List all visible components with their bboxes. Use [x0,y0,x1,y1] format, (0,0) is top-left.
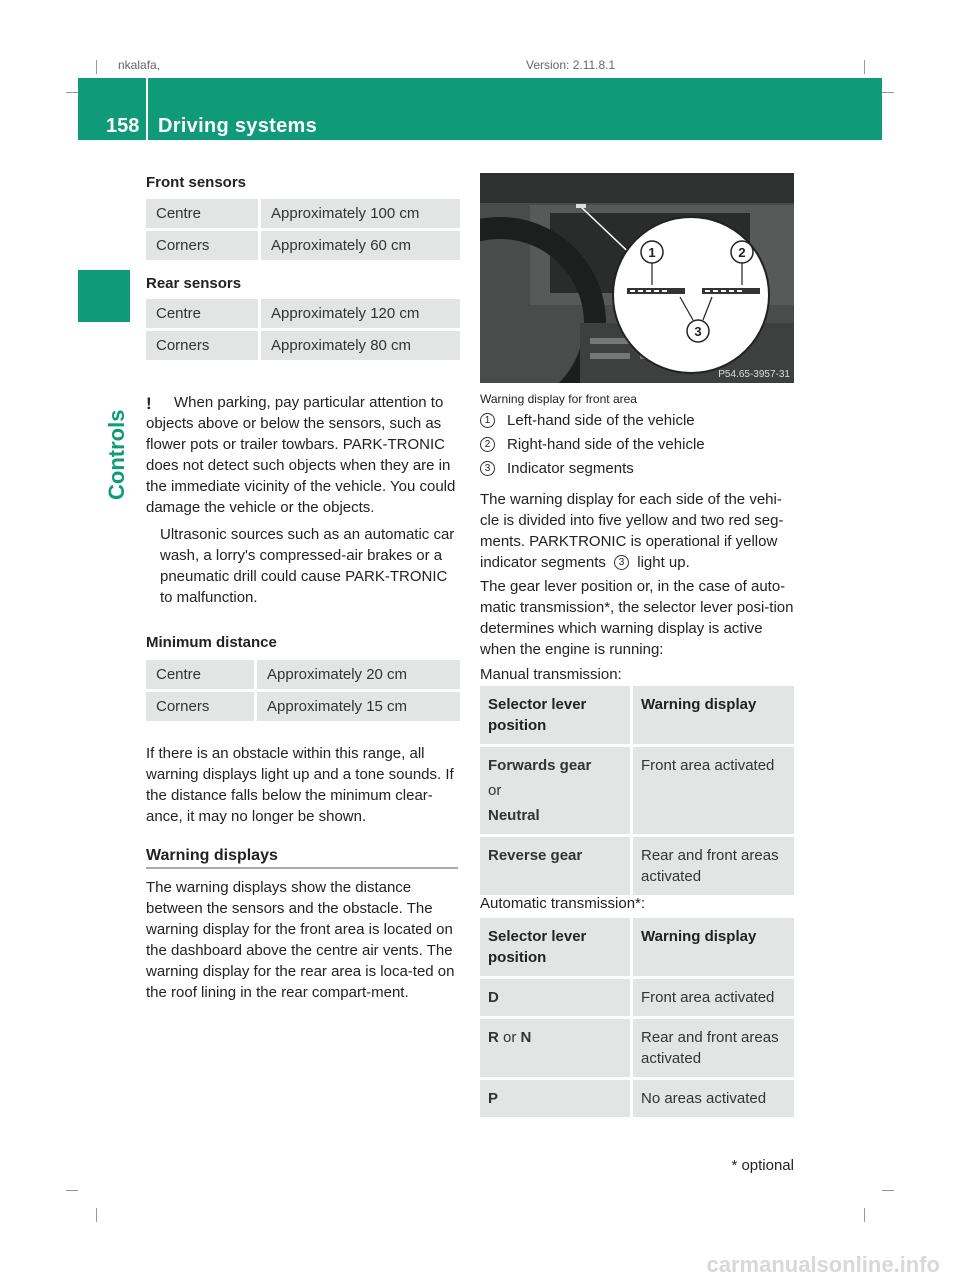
figure-code: P54.65-3957-31 [718,369,790,380]
position-cell: Corners [146,692,257,721]
distance-cell: Approximately 60 cm [261,231,460,260]
selector-cell [480,747,633,834]
callout-1: 1 [648,245,656,260]
warning-cell: Rear and front areas activated [633,1019,794,1077]
segments-end: light up. [637,554,690,571]
warning-paragraph-1: When parking, pay particular attention to objects above or below the sensors, such as flower pots or trailer towbars. PARK-TRONIC does not detect such objects when they are in the immediate vicinity of the vehicle. You could damage the vehicle or the objects. [146,394,456,516]
table-row [480,747,794,834]
figure-caption: Warning display for front area [480,392,637,406]
segments-ref-number: 3 [614,555,629,570]
automatic-label: Automatic transmission*: [480,895,646,912]
position-cell: Corners [146,231,261,260]
table-row [480,1019,794,1077]
legend-number: 3 [480,461,495,476]
crop-mark [864,60,865,74]
warning-cell: Front area activated [633,747,794,834]
table-row [480,1080,794,1117]
table-row [146,331,460,360]
table-row [146,692,460,721]
table-row [146,199,460,228]
warning-cell: No areas activated [633,1080,794,1117]
rear-sensors-title: Rear sensors [146,275,242,292]
distance-cell: Approximately 15 cm [257,692,460,721]
selector-forwards: Forwards gear [488,757,592,774]
header-selector: Selector lever position [480,686,633,744]
dashboard-photo [480,173,794,383]
legend-number: 1 [480,413,495,428]
selector-r: R [488,1029,499,1046]
optional-note: * optional [731,1157,794,1174]
warning-cell: Front area activated [633,979,794,1016]
version-meta: Version: 2.11.8.1 [526,58,616,72]
position-cell: Centre [146,199,261,228]
watermark: carmanualsonline.info [706,1252,940,1277]
crop-mark [864,1208,865,1222]
crop-mark [882,1190,894,1191]
selector-cell: D [480,979,633,1016]
minimum-distance-table [146,657,460,724]
selector-neutral: Neutral [488,807,540,824]
table-row [146,660,460,689]
segments-paragraph [480,489,796,573]
rear-sensors-table [146,296,460,363]
minimum-distance-title: Minimum distance [146,634,277,651]
segments-text: The warning display for each side of the vehi-cle is divided into five yellow and two red seg-ments. PARKTRONIC is operational if yellow indicator segments [480,491,784,571]
legend-item [480,412,695,429]
warning-icon: ! [146,394,152,413]
legend-text: Indicator segments [507,460,634,477]
section-title: Driving systems [158,115,318,137]
distance-cell: Approximately 80 cm [261,331,460,360]
legend-item [480,436,705,453]
distance-cell: Approximately 20 cm [257,660,460,689]
callout-2: 2 [738,245,746,260]
warning-cell: Rear and front areas activated [633,837,794,895]
warning-displays-title: Warning displays [146,847,278,864]
selector-cell: P [480,1080,633,1117]
legend-number: 2 [480,437,495,452]
distance-cell: Approximately 120 cm [261,299,460,328]
side-tab-label: Controls [104,409,129,500]
dashboard-illustration [480,173,794,383]
selector-cell [480,1019,633,1077]
selector-or: or [503,1029,517,1046]
crop-mark [882,92,894,93]
position-cell: Centre [146,299,261,328]
manual-transmission-table [480,683,794,898]
selector-n: N [520,1029,532,1046]
table-row [480,979,794,1016]
manual-label: Manual transmission: [480,666,622,683]
header-warning: Warning display [633,918,794,976]
legend-text: Right-hand side of the vehicle [507,436,705,453]
page-number: 158 [106,115,140,137]
warning-paragraph-2: Ultrasonic sources such as an automatic car wash, a lorry's compressed-air brakes or a pneumatic drill could cause PARK-TRONIC to malfunction. [160,526,455,606]
header-divider [146,78,148,140]
selector-or: or [488,782,502,799]
front-sensors-title: Front sensors [146,174,247,191]
legend-text: Left-hand side of the vehicle [507,412,695,429]
table-header-row [480,918,794,976]
warning-note [146,392,462,614]
front-sensors-table [146,196,460,263]
author-meta: nkalafa, [118,58,161,72]
table-row [146,231,460,260]
selector-cell: Reverse gear [480,837,633,895]
position-cell: Centre [146,660,257,689]
automatic-transmission-table [480,915,794,1120]
distance-cell: Approximately 100 cm [261,199,460,228]
header-selector: Selector lever position [480,918,633,976]
callout-3: 3 [694,324,702,339]
crop-mark [96,60,97,74]
crop-mark [66,92,78,93]
gear-paragraph: The gear lever position or, in the case of auto-matic transmission*, the selector lever posi-tion determines which warning display is active when the engine is running: [480,578,794,658]
legend-item [480,460,634,477]
crop-mark [96,1208,97,1222]
table-row [480,837,794,895]
section-rule [146,867,458,869]
table-row [146,299,460,328]
header-warning: Warning display [633,686,794,744]
table-header-row [480,686,794,744]
crop-mark [66,1190,78,1191]
position-cell: Corners [146,331,261,360]
side-tab-block [78,270,130,322]
obstacle-paragraph: If there is an obstacle within this range, all warning displays light up and a tone sounds. If the distance falls below the minimum clear-ance, it may no longer be shown. [146,745,454,825]
warning-displays-paragraph: The warning displays show the distance between the sensors and the obstacle. The warning display for the front area is located on the dashboard above the centre air vents. The warning display for the rear area is loca-ted on the roof lining in the rear compart-ment. [146,879,455,1001]
